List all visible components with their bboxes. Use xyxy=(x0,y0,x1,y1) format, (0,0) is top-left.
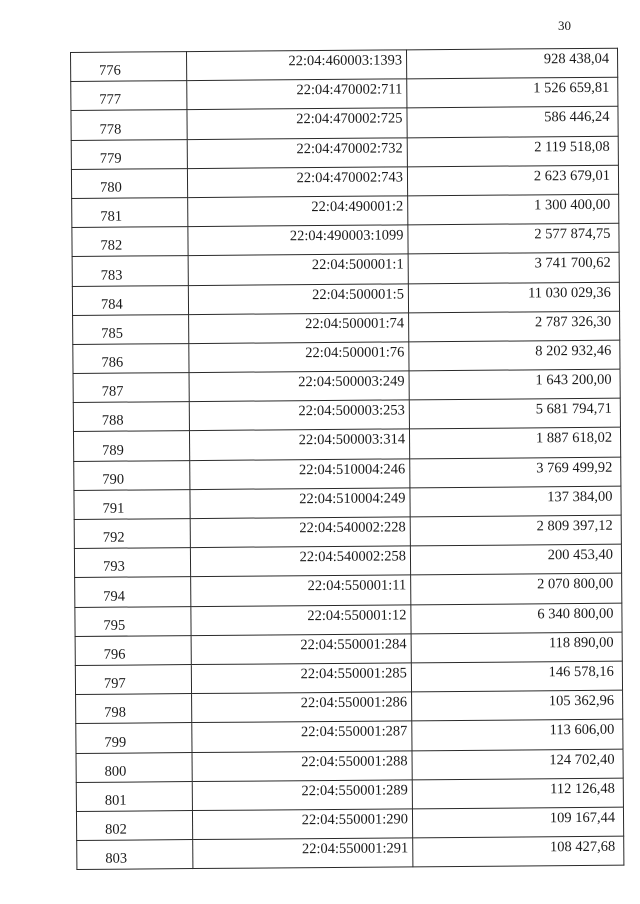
row-number-cell: 798 xyxy=(76,694,192,724)
cadastral-number-cell: 22:04:550001:286 xyxy=(192,692,412,723)
table-row xyxy=(72,253,619,286)
row-number-cell: 776 xyxy=(71,52,187,82)
row-number-cell: 791 xyxy=(74,489,190,519)
cadastral-value-cell: 2 809 397,12 xyxy=(410,515,621,546)
table-row xyxy=(72,223,619,256)
row-number-cell: 801 xyxy=(76,781,192,811)
row-number-cell: 792 xyxy=(74,519,190,549)
cadastral-value-cell: 5 681 794,71 xyxy=(409,398,620,429)
cadastral-number-cell: 22:04:500001:5 xyxy=(188,283,408,314)
cadastral-number-cell: 22:04:550001:284 xyxy=(191,634,411,665)
table-row xyxy=(75,603,622,636)
cadastral-number-cell: 22:04:490001:2 xyxy=(188,196,408,227)
cadastral-value-cell: 1 300 400,00 xyxy=(408,194,619,225)
cadastral-value-cell: 1 643 200,00 xyxy=(409,369,620,400)
table-row xyxy=(76,778,623,811)
table-row xyxy=(73,398,620,431)
table-row xyxy=(73,428,620,461)
table-row xyxy=(75,632,622,665)
cadastral-number-cell: 22:04:550001:287 xyxy=(192,721,412,752)
cadastral-number-cell: 22:04:540002:228 xyxy=(190,517,410,548)
table-row xyxy=(71,136,618,169)
cadastral-number-cell: 22:04:470002:711 xyxy=(187,79,407,110)
cadastral-value-cell: 105 362,96 xyxy=(412,690,623,721)
cadastral-value-cell: 586 446,24 xyxy=(407,107,618,138)
cadastral-number-cell: 22:04:550001:12 xyxy=(191,604,411,635)
cadastral-value-cell: 928 438,04 xyxy=(406,48,617,79)
cadastral-value-cell: 113 606,00 xyxy=(412,719,623,750)
row-number-cell: 800 xyxy=(76,752,192,782)
table-row xyxy=(71,48,618,81)
row-number-cell: 793 xyxy=(74,548,190,578)
cadastral-value-cell: 146 578,16 xyxy=(411,661,622,692)
cadastral-value-cell: 2 787 326,30 xyxy=(409,311,620,342)
table-row xyxy=(76,749,623,782)
row-number-cell: 796 xyxy=(75,635,191,665)
cadastral-number-cell: 22:04:510004:249 xyxy=(190,488,410,519)
cadastral-value-cell: 118 890,00 xyxy=(411,632,622,663)
table-row xyxy=(75,661,622,694)
table-row xyxy=(73,340,620,373)
cadastral-value-cell: 3 769 499,92 xyxy=(410,457,621,488)
cadastral-value-cell: 137 384,00 xyxy=(410,486,621,517)
cadastral-value-cell: 109 167,44 xyxy=(412,807,623,838)
cadastral-value-cell: 8 202 932,46 xyxy=(409,340,620,371)
cadastral-number-cell: 22:04:550001:288 xyxy=(192,750,412,781)
cadastral-number-cell: 22:04:550001:289 xyxy=(192,780,412,811)
cadastral-number-cell: 22:04:470002:732 xyxy=(187,137,407,168)
cadastral-value-cell: 2 623 679,01 xyxy=(407,165,618,196)
cadastral-number-cell: 22:04:500003:253 xyxy=(189,400,409,431)
table-row xyxy=(74,544,621,577)
table-row xyxy=(73,311,620,344)
cadastral-table-container xyxy=(70,48,624,871)
row-number-cell: 782 xyxy=(72,227,188,257)
cadastral-value-cell: 1 526 659,81 xyxy=(407,77,618,108)
row-number-cell: 779 xyxy=(71,139,187,169)
cadastral-value-cell: 2 070 800,00 xyxy=(411,574,622,605)
cadastral-value-cell: 112 126,48 xyxy=(412,778,623,809)
row-number-cell: 803 xyxy=(77,840,193,870)
cadastral-value-cell: 1 887 618,02 xyxy=(409,428,620,459)
cadastral-number-cell: 22:04:510004:246 xyxy=(190,458,410,489)
cadastral-number-cell: 22:04:540002:258 xyxy=(190,546,410,577)
table-row xyxy=(76,719,623,752)
table-row xyxy=(75,574,622,607)
row-number-cell: 799 xyxy=(76,723,192,753)
cadastral-value-cell: 124 702,40 xyxy=(412,749,623,780)
cadastral-value-cell: 3 741 700,62 xyxy=(408,253,619,284)
row-number-cell: 788 xyxy=(73,402,189,432)
cadastral-number-cell: 22:04:470002:725 xyxy=(187,108,407,139)
row-number-cell: 789 xyxy=(73,431,189,461)
row-number-cell: 781 xyxy=(72,198,188,228)
table-row xyxy=(76,690,623,723)
cadastral-value-cell: 200 453,40 xyxy=(410,544,621,575)
cadastral-number-cell: 22:04:490003:1099 xyxy=(188,225,408,256)
table-row xyxy=(73,369,620,402)
row-number-cell: 790 xyxy=(74,460,190,490)
row-number-cell: 787 xyxy=(73,373,189,403)
table-row xyxy=(71,107,618,140)
cadastral-number-cell: 22:04:500003:249 xyxy=(189,371,409,402)
cadastral-number-cell: 22:04:500001:74 xyxy=(189,313,409,344)
cadastral-number-cell: 22:04:550001:291 xyxy=(193,838,413,869)
table-row xyxy=(72,282,619,315)
cadastral-number-cell: 22:04:500001:76 xyxy=(189,342,409,373)
table-row xyxy=(74,486,621,519)
table-row xyxy=(71,77,618,110)
row-number-cell: 797 xyxy=(75,665,191,695)
cadastral-value-cell: 108 427,68 xyxy=(413,836,624,867)
cadastral-number-cell: 22:04:500003:314 xyxy=(189,429,409,460)
row-number-cell: 785 xyxy=(73,314,189,344)
cadastral-number-cell: 22:04:460003:1393 xyxy=(187,50,407,81)
row-number-cell: 780 xyxy=(71,168,187,198)
cadastral-value-cell: 11 030 029,36 xyxy=(408,282,619,313)
table-body xyxy=(71,48,624,870)
cadastral-number-cell: 22:04:550001:11 xyxy=(191,575,411,606)
table-row xyxy=(71,165,618,198)
row-number-cell: 777 xyxy=(71,81,187,111)
row-number-cell: 784 xyxy=(72,285,188,315)
cadastral-number-cell: 22:04:550001:285 xyxy=(191,663,411,694)
page-number: 30 xyxy=(558,18,571,33)
table-row xyxy=(74,457,621,490)
cadastral-value-cell: 6 340 800,00 xyxy=(411,603,622,634)
row-number-cell: 786 xyxy=(73,343,189,373)
cadastral-number-cell: 22:04:470002:743 xyxy=(187,167,407,198)
row-number-cell: 802 xyxy=(76,810,192,840)
table-row xyxy=(76,807,623,840)
cadastral-number-cell: 22:04:550001:290 xyxy=(192,809,412,840)
row-number-cell: 794 xyxy=(75,577,191,607)
table-row xyxy=(74,515,621,548)
cadastral-number-cell: 22:04:500001:1 xyxy=(188,254,408,285)
cadastral-value-cell: 2 119 518,08 xyxy=(407,136,618,167)
row-number-cell: 783 xyxy=(72,256,188,286)
table-row xyxy=(72,194,619,227)
row-number-cell: 778 xyxy=(71,110,187,140)
table-row xyxy=(77,836,624,869)
cadastral-value-cell: 2 577 874,75 xyxy=(408,223,619,254)
cadastral-value-table xyxy=(70,48,624,871)
row-number-cell: 795 xyxy=(75,606,191,636)
